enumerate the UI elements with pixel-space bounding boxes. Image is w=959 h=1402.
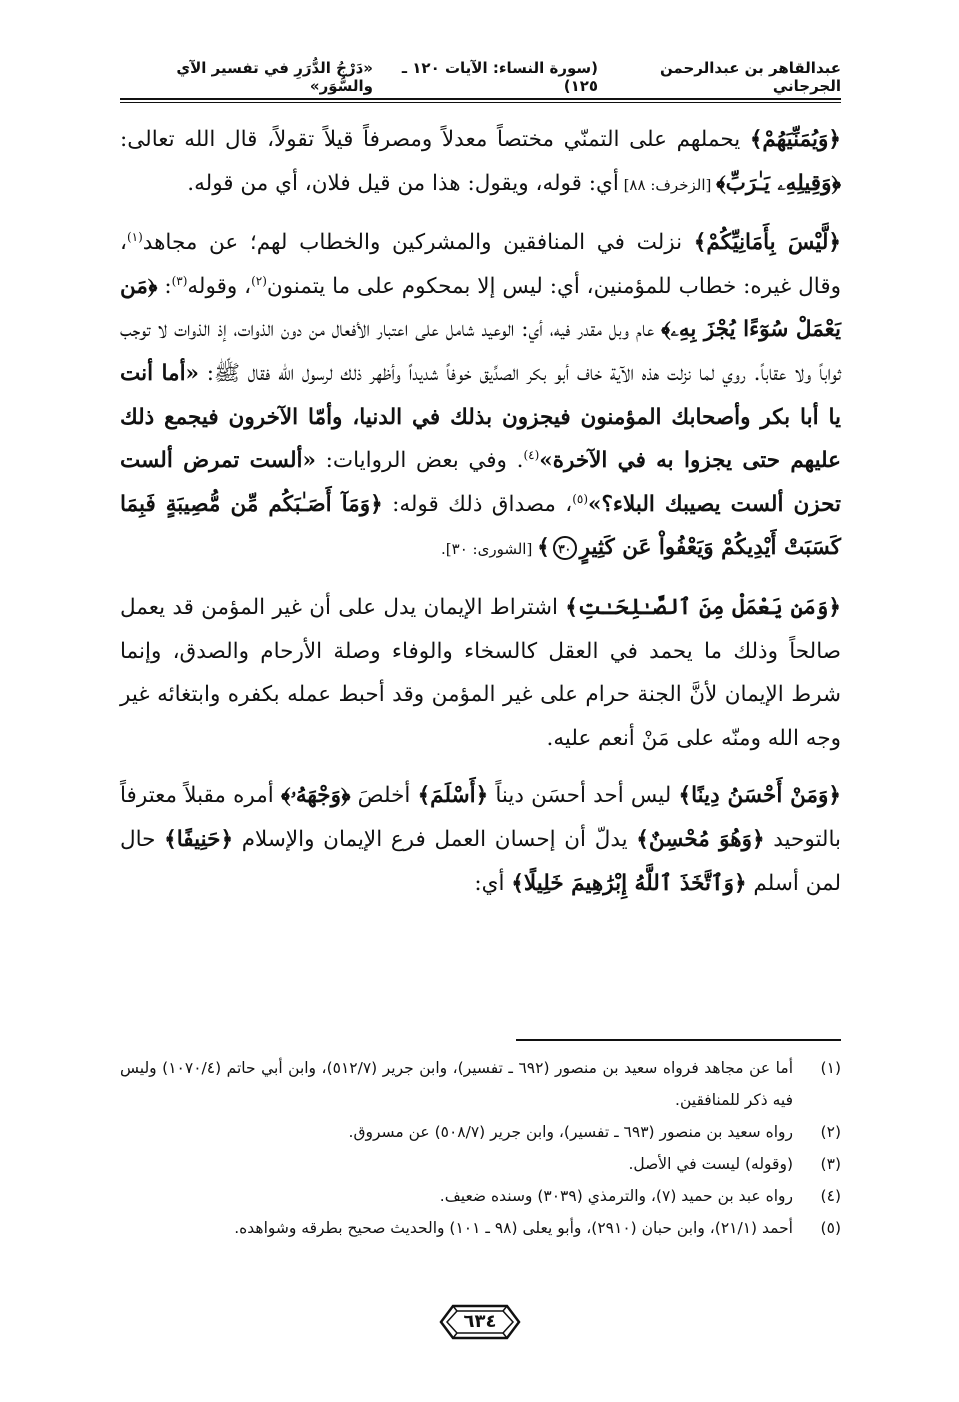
footnote-text: (وقوله) ليست في الأصل. (628, 1155, 793, 1173)
text-run: أخلصَ (350, 783, 418, 809)
text-run: اشتراط الإيمان يدل على أن غير المؤمن قد يعمل صالحاً وذلك ما يحمد في العقل كالسخاء والوفاء وصلة الأرحام والصدق، وإنما شرط الإيمان لأنَّ الجنة حرام على غير المؤمن وقد أحبط عمله بكفره وابتغائه غير وجه الله ومنّه على مَنْ أنعم عليه. (120, 594, 841, 751)
page-number-ornament (437, 1300, 523, 1344)
text-run: يدلّ أن إحسان العمل فرع الإيمان والإسلام (233, 826, 637, 852)
ayah-number-marker: ٣٠ (553, 536, 577, 560)
footnote-number: (١) (820, 1059, 841, 1077)
main-text (120, 118, 841, 919)
footnote-item (120, 1148, 841, 1180)
quran-bracket: ﴾ (537, 535, 550, 561)
text-run: يحملهم على التمنّي مختصاً معدلاً ومصرفاً قيلاً تقولاً، قال الله تعالى: (120, 127, 750, 152)
page-number: ٦٣٤ (463, 1311, 497, 1332)
paragraph-3 (120, 586, 841, 760)
text-run: . وفي بعض الروايات: (315, 448, 524, 474)
hadith-quote: «ألست تمرض ألست تحزن ألست يصيبك البلاء؟» (120, 448, 842, 517)
quran-quote: ﴿مَن يَعْمَلْ سُوٓءًا يُجْزَ بِهِۦ﴾ (120, 273, 841, 343)
footnote-item (120, 1180, 841, 1212)
hadith-quote: «أما أنت يا أبا بكر وأصحابك المؤمنون فيجزون بذلك في الدنيا، وأمّا الآخرون فيجمع ذلك عليهم حتى يجزوا به في الآخرة» (120, 360, 841, 474)
footnote-text: أما عن مجاهد فرواه سعيد بن منصور (٦٩٢ ـ تفسير)، وابن جرير (٥١٢/٧)، وابن أبي حاتم (١٠٧٠/٤) وليس فيه ذكر للمنافقين. (120, 1059, 794, 1109)
header-surah-range: (سورة النساء: الآيات ١٢٠ ـ ١٢٥) (401, 59, 599, 95)
footnote-marker: (٢) (251, 273, 267, 288)
footnote-text: رواه سعيد بن منصور (٦٩٣ ـ تفسير)، وابن جرير (٥٠٨/٧) عن مسروق. (348, 1123, 793, 1141)
header-rule (120, 98, 841, 100)
quran-quote: ﴿وَمَآ أَصَـٰبَكُم مِّن مُّصِيبَةٍ فَبِمَا كَسَبَتْ أَيْدِيكُمْ وَيَعْفُواْ عَن كَثِيرٍ (120, 491, 841, 561)
quran-quote: ﴿وَجْهَهُۥ﴾ (280, 783, 351, 809)
quran-quote: ﴿وَمَن يَعْمَلْ مِنَ ٱلصَّـٰلِحَـٰتِ﴾ (565, 594, 841, 620)
quran-quote: ﴿وَمَنْ أَحْسَنُ دِينًا﴾ (678, 783, 842, 809)
text-run: نزلت في المنافقين والمشركين والخطاب لهم؛ عن مجاهد (142, 230, 694, 256)
text-run: أمره مقبلاً معترفاً بالتوحيد (120, 783, 842, 852)
paragraph-1 (120, 118, 841, 207)
quran-quote: ﴿لَّيْسَ بِأَمَانِيِّكُمْ﴾ (693, 230, 842, 256)
footnote-number: (٥) (820, 1219, 841, 1237)
quran-quote: ﴿وَٱتَّخَذَ ٱللَّهُ إِبْرَٰهِيمَ خَلِيلًا﴾ (511, 870, 747, 896)
footnote-marker: (٤) (523, 448, 540, 462)
footnote-item (120, 1212, 841, 1244)
paragraph-4 (120, 774, 841, 905)
footnote-number: (٤) (820, 1187, 841, 1205)
quran-quote: ﴿وَيُمَنِّيَهُمْ﴾ (749, 127, 841, 152)
footnote-text: أحمد (٢١/١)، وابن حبان (٢٩١٠)، وأبو يعلى (٩٨ ـ ١٠١) والحديث صحيح بطرقه وشواهده. (234, 1219, 793, 1237)
quran-quote: ﴿وَهُوَ مُحْسِنٌ﴾ (636, 826, 765, 852)
text-run: حال لمن أسلم (120, 826, 841, 896)
running-header (120, 60, 841, 94)
footnote-separator (516, 1039, 841, 1041)
footnote-marker: (٣) (171, 273, 188, 288)
header-author: عبدالقاهر بن عبدالرحمن الجرجاني (659, 59, 841, 95)
quran-quote: ﴿وَقِيلِهِۦ يَـٰرَبِّ﴾ (716, 170, 841, 196)
quran-reference: [الشورى: ٣٠]. (441, 540, 538, 559)
text-run: : (157, 273, 172, 299)
footnote-number: (٢) (820, 1123, 841, 1141)
quran-quote: ﴿أَسْلَمَ﴾ (417, 783, 489, 809)
text-run: ، وقال غيره: خطاب للمؤمنين، أي: ليس إلا بمحكوم على ما يتمنون (120, 230, 842, 299)
footnote-number: (٣) (820, 1155, 841, 1173)
paragraph-2 (120, 221, 841, 572)
text-run: عام وبل مقدر فيه، أي: الوعيد شامل على اعتبار الأفعال من دون الذوات، إذ الذوات لا توجب ثواباً ولا عقاباً. روي لما نزلت هذه الآية خاف أبو بكر الصدِّيق خوفاً شديداً وأظهر ذلك لرسول الله فقال ﷺ: (120, 317, 841, 386)
header-rule-thin (120, 102, 841, 103)
footnote-item (120, 1116, 841, 1148)
text-run: ، مصداق ذلك قوله: (382, 491, 573, 517)
footnote-text: رواه عبد بن حميد (٧)، والترمذي (٣٠٣٩) وسنده ضعيف. (439, 1187, 793, 1205)
footnote-marker: (١) (126, 230, 143, 245)
text-run: ليس أحد أحسَن ديناً (488, 783, 679, 809)
footnote-marker: (٥) (572, 491, 589, 506)
footnotes (120, 1052, 841, 1244)
quran-reference: [الزخرف: ٨٨] (618, 175, 717, 194)
text-run: أي: (474, 870, 512, 896)
footnote-item (120, 1052, 841, 1116)
text-run: ، وقوله (187, 273, 252, 299)
quran-quote: ﴿حَنِيفًا﴾ (164, 826, 234, 852)
text-run: أي: قوله، ويقول: هذا من قيل فلان، أي من قوله. (187, 170, 619, 196)
header-book-title: «دَرْجُ الدُّرَرِ في تفسير الآي والسُّوَر» (176, 59, 373, 95)
